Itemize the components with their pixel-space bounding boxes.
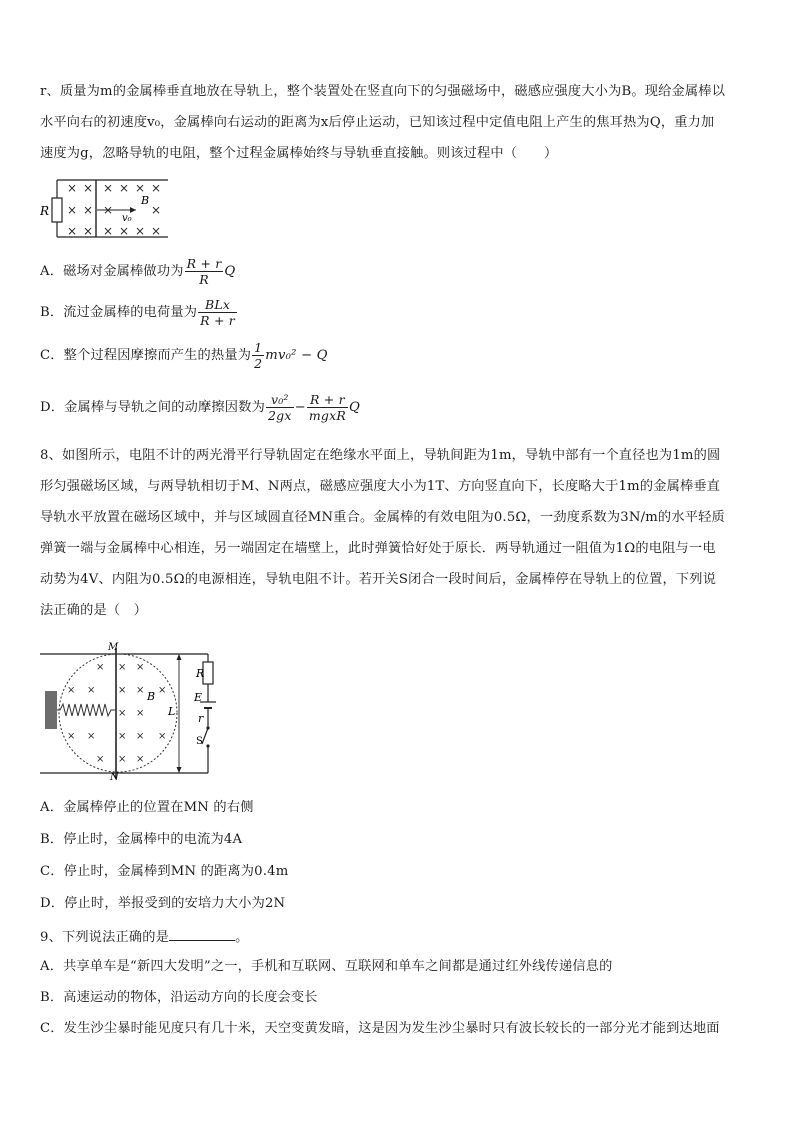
q7-label-v0: v₀: [122, 213, 132, 224]
q7-stem-line-3: 速度为g，忽略导轨的电阻，整个过程金属棒始终与导轨垂直接触。则该过程中（ ）: [40, 146, 558, 161]
field-cross-icon: ×: [103, 181, 114, 195]
field-cross-icon: ×: [67, 685, 76, 696]
field-cross-icon: ×: [158, 685, 167, 696]
q8-stem-line-3: 导轨水平放置在磁场区域中，并与区域圆直径MN重合。金属棒的有效电阻为0.5Ω，一劲度系数为3N/m的水平轻质: [40, 510, 725, 525]
q7-b-fraction: $\frac{\text{BLx}}{R + r}$: [200, 297, 235, 328]
q7-a-fraction: $\frac{R + r}{R}$: [186, 256, 222, 287]
field-cross-icon: ×: [87, 685, 96, 696]
q8-option-c: C．停止时，金属棒到MN 的距离为0.4m: [40, 864, 289, 879]
field-cross-icon: ×: [103, 203, 114, 217]
q7-stem: [40, 76, 756, 169]
field-cross-icon: ×: [83, 224, 94, 238]
q7-label-B: B: [141, 194, 150, 207]
q9-stem: 9、下列说法正确的是 。: [40, 926, 756, 948]
q8-wall: [45, 691, 57, 729]
q8-option-a: A．金属棒停止的位置在MN 的右侧: [40, 800, 254, 815]
field-cross-icon: ×: [135, 224, 146, 238]
field-cross-icon: ×: [151, 224, 162, 238]
field-cross-icon: ×: [96, 754, 105, 765]
field-cross-icon: ×: [136, 731, 145, 742]
field-cross-icon: ×: [136, 754, 145, 765]
q7-d-fraction-1: $\frac{\text{v₀²}}{2gx}$: [267, 392, 292, 423]
q8-spring: [57, 704, 116, 716]
field-cross-icon: ×: [103, 224, 114, 238]
q8-label-r: r: [198, 712, 204, 725]
q8-switch: [202, 728, 208, 744]
field-cross-icon: ×: [67, 731, 76, 742]
q9-option-a: A．共享单车是“新四大发明”之一，手机和互联网、互联网和单车之间都是通过红外线传递信息的: [40, 959, 613, 974]
field-cross-icon: ×: [158, 731, 167, 742]
q8-option-d: D．停止时，举报受到的安培力大小为2N: [40, 896, 286, 911]
field-cross-icon: ×: [67, 203, 78, 217]
field-cross-icon: ×: [67, 181, 78, 195]
q8-label-S: S: [196, 736, 203, 747]
q8-stem-line-6: 法正确的是（ ）: [40, 603, 148, 618]
field-cross-icon: ×: [136, 662, 145, 673]
field-cross-icon: ×: [83, 181, 94, 195]
q8-label-R: R: [196, 667, 205, 680]
q7-resistor: [52, 198, 62, 222]
field-cross-icon: ×: [118, 685, 127, 696]
field-cross-icon: ×: [119, 181, 130, 195]
q8-stem-line-2: 形匀强磁场区域，与两导轨相切于M、N两点，磁感应强度大小为1T、方向竖直向下，长度略大于1m的金属棒垂直: [40, 479, 721, 494]
q9-answer-blank: [169, 926, 235, 941]
q8-resistor: [203, 662, 213, 684]
q8-label-L: L: [168, 705, 176, 718]
q8-stem-line-1: 8、如图所示，电阻不计的两光滑平行导轨固定在绝缘水平面上，导轨间距为1m，导轨中部有一个直径也为1m的圆: [40, 448, 721, 463]
q8-stem-line-4: 弹簧一端与金属棒中心相连，另一端固定在墙壁上，此时弹簧恰好处于原长．两导轨通过一阻值为1Ω的电阻与一电: [40, 541, 716, 556]
q8-option-b: B．停止时，金属棒中的电流为4A: [40, 832, 243, 847]
q7-option-c: C．整个过程因摩擦而产生的热量为 $\frac{1}{2}$ mv₀² − Q: [40, 340, 328, 371]
q7-stem-line-2: 水平向右的初速度v₀，金属棒向右运动的距离为x后停止运动，已知该过程中定值电阻上产生的焦耳热为Q，重力加: [40, 115, 715, 130]
field-cross-icon: ×: [118, 662, 127, 673]
q7-option-d: D．金属棒与导轨之间的动摩擦因数为 $\frac{\text{v₀²}}{2gx}$ − $\frac{R + r}{\text{mgxR}}$ Q: [40, 392, 360, 423]
q7-option-b: B．流过金属棒的电荷量为 $\frac{\text{BLx}}{R + r}$: [40, 297, 235, 328]
field-cross-icon: ×: [118, 708, 127, 719]
q7-label-R: R: [40, 204, 50, 218]
q8-label-B: B: [147, 690, 156, 703]
q8-label-M: M: [108, 642, 119, 653]
q8-circuit-figure: [40, 640, 220, 780]
field-cross-icon: ×: [151, 181, 162, 195]
q8-stem-line-5: 动势为4V、内阻为0.5Ω的电源相连，导轨电阻不计。若开关S闭合一段时间后，金属棒停在导轨上的位置，下列说: [40, 572, 717, 587]
q7-c-fraction: $\frac{1}{2}$: [254, 340, 263, 371]
q8-label-N: N: [110, 772, 119, 780]
field-cross-icon: ×: [118, 731, 127, 742]
q7-stem-line-1: r、质量为m的金属棒垂直地放在导轨上，整个装置处在竖直向下的匀强磁场中，磁感应强度大小为B。现给金属棒以: [40, 84, 726, 99]
q7-option-a: A．磁场对金属棒做功为 $\frac{R + r}{R}$ Q: [40, 256, 236, 287]
field-cross-icon: ×: [119, 224, 130, 238]
field-cross-icon: ×: [96, 662, 105, 673]
q7-d-fraction-2: $\frac{R + r}{\text{mgxR}}$: [308, 392, 346, 423]
field-cross-icon: ×: [151, 203, 162, 217]
field-cross-icon: ×: [136, 685, 145, 696]
field-cross-icon: ×: [135, 181, 146, 195]
q8-stem: [40, 440, 756, 626]
field-cross-icon: ×: [67, 224, 78, 238]
field-cross-icon: ×: [136, 708, 145, 719]
q9-option-c: C．发生沙尘暴时能见度只有几十米，天空变黄发暗，这是因为发生沙尘暴时只有波长较长的一部分光才能到达地面: [40, 1021, 720, 1036]
q7-circuit-figure: [40, 174, 170, 242]
q9-option-b: B．高速运动的物体，沿运动方向的长度会变长: [40, 990, 318, 1005]
field-cross-icon: ×: [83, 203, 94, 217]
q8-label-E: E: [194, 691, 203, 704]
field-cross-icon: ×: [87, 731, 96, 742]
field-cross-icon: ×: [118, 754, 127, 765]
